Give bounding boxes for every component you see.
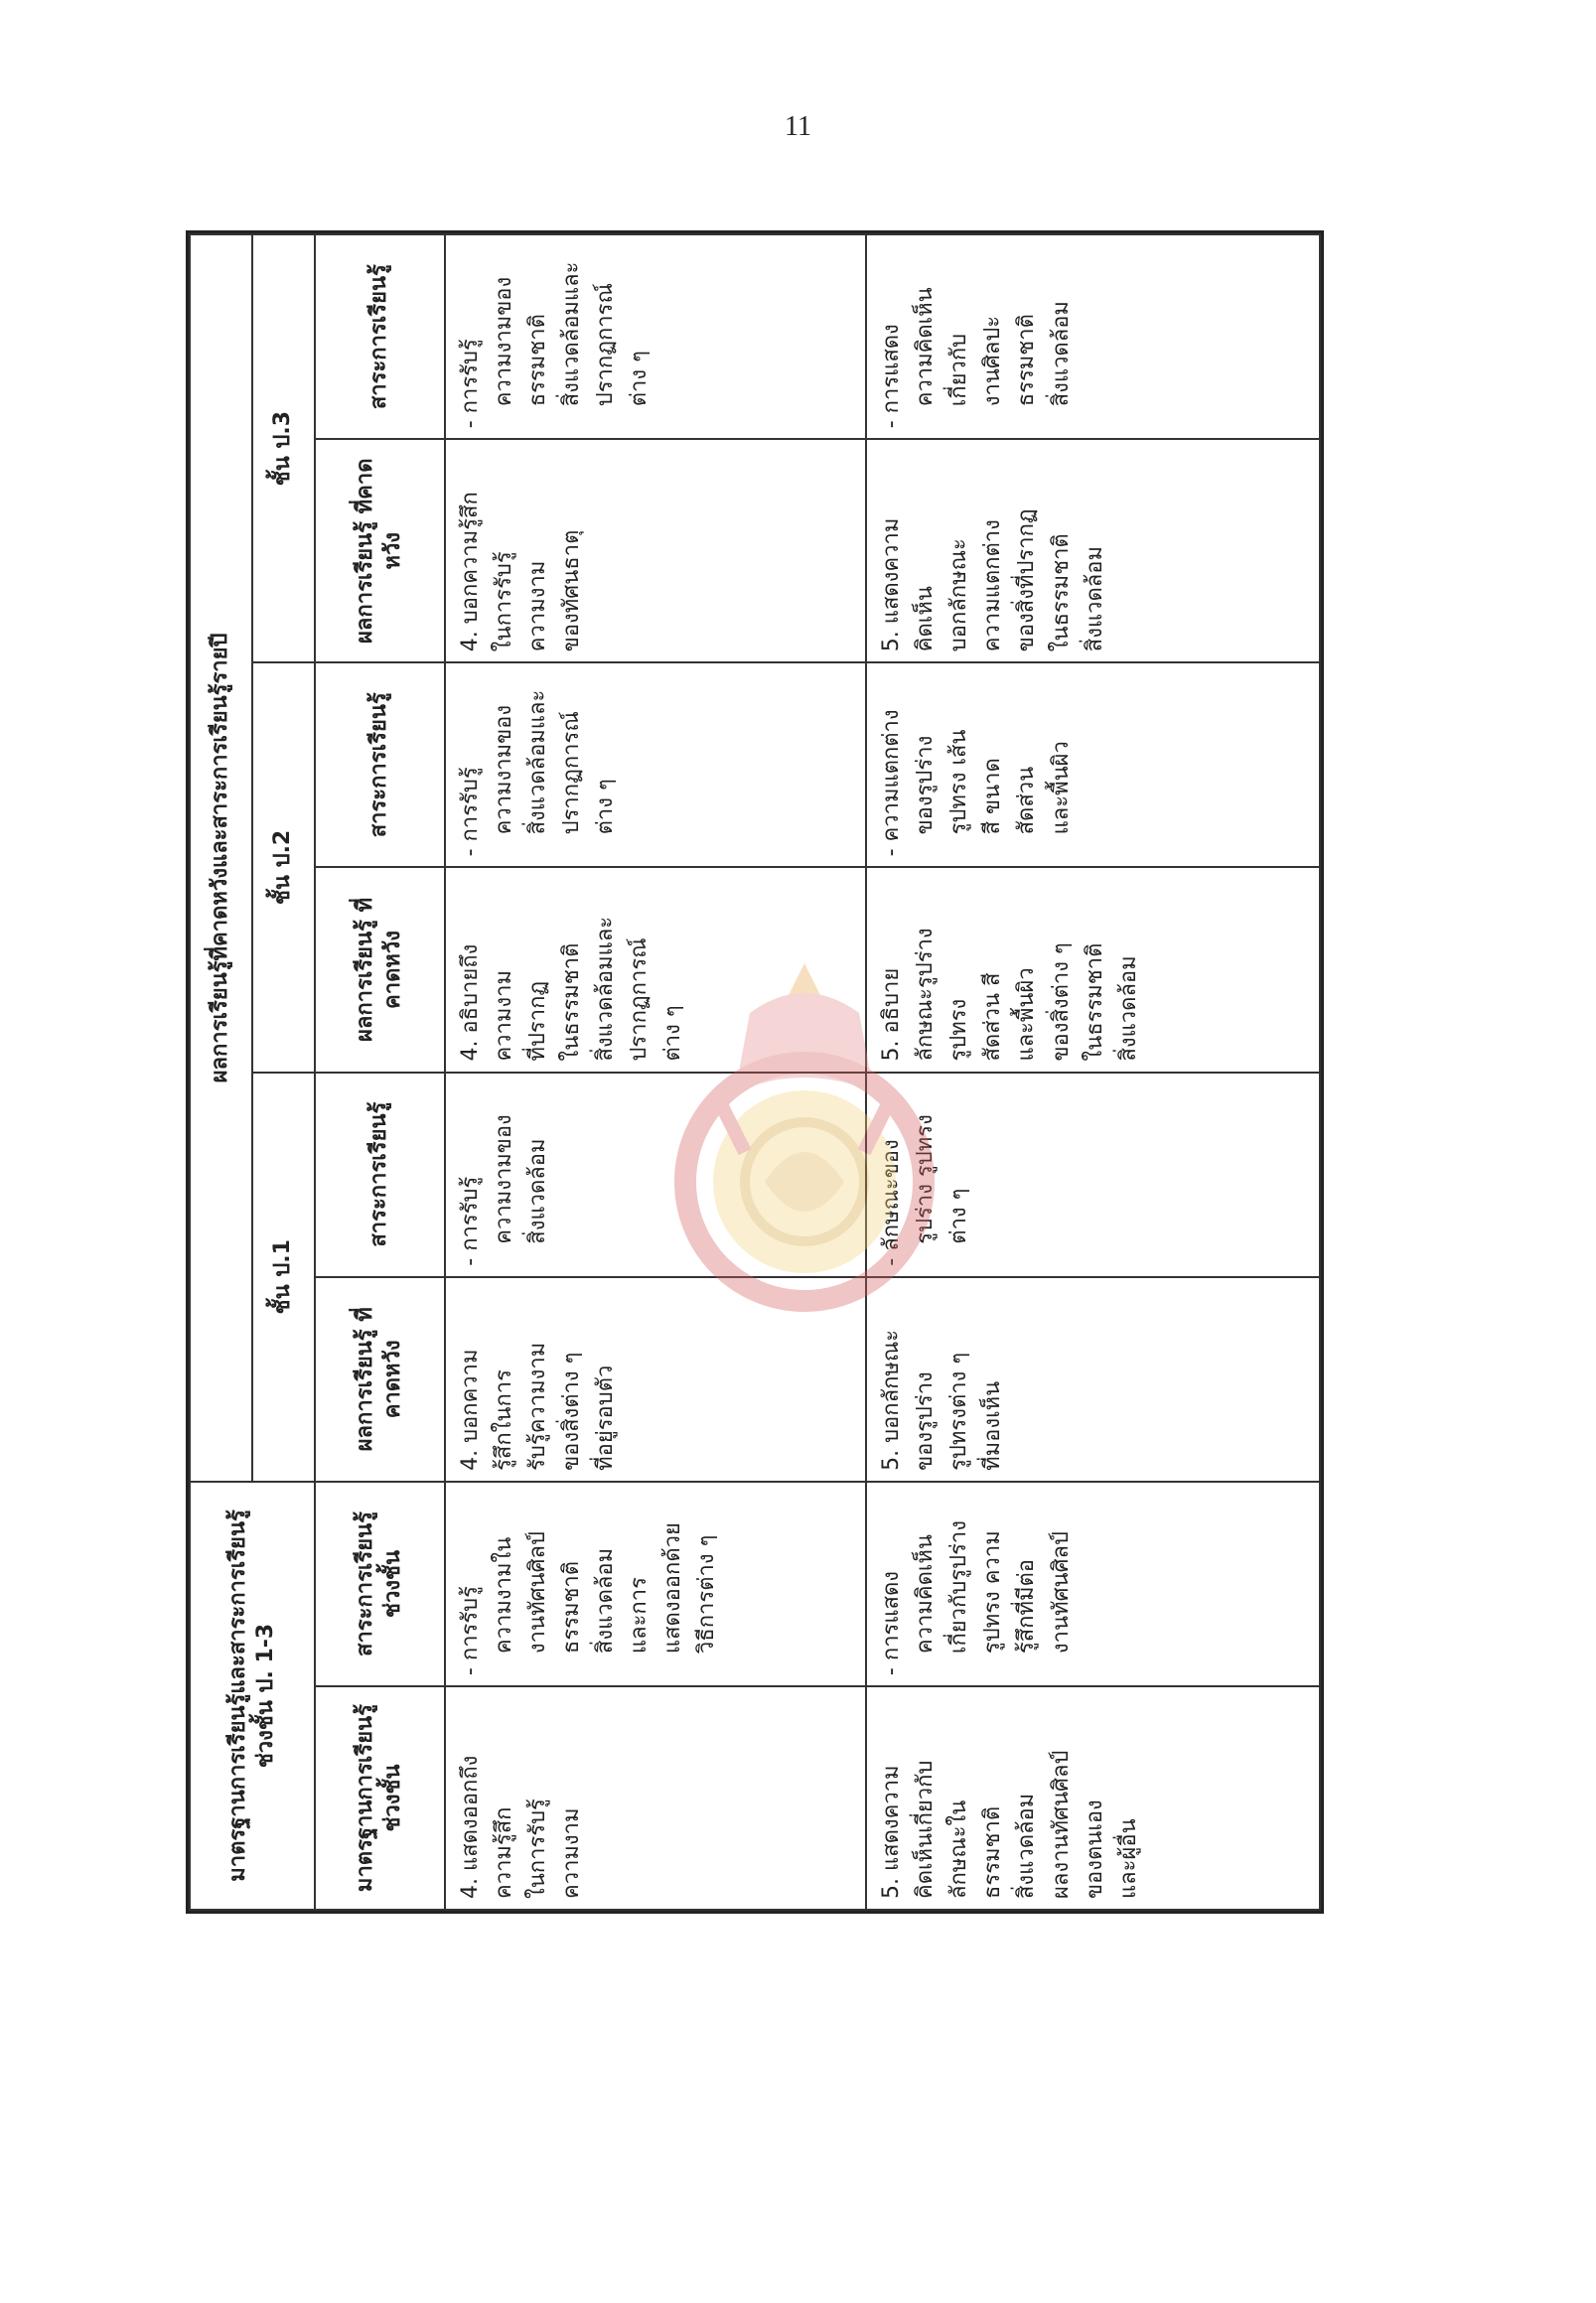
cell-text-line: ลักษณะรูปร่าง bbox=[913, 928, 939, 1062]
header-grade-p2: ชั้น ป.2 bbox=[252, 662, 315, 1072]
cell-text-line: และพื้นผิว bbox=[1014, 967, 1040, 1062]
cell-text-line: 5. บอกลักษณะ bbox=[879, 1329, 905, 1471]
cell-text-line: สิ่งแวดล้อม bbox=[524, 1138, 550, 1244]
cell-text-line: ธรรมชาติ bbox=[1014, 314, 1040, 407]
col-header-p3-expected: ผลการเรียนรู้ ที่คาดหวัง bbox=[315, 439, 445, 662]
cell-text-line: คิดเห็นเกี่ยวกับ bbox=[913, 1760, 939, 1899]
cell-content-range bbox=[445, 1482, 866, 1686]
cell-text-line: ในธรรมชาติ bbox=[1048, 533, 1074, 652]
cell-text-line: ธรรมชาติ bbox=[559, 1560, 585, 1655]
cell-p2-expected bbox=[866, 867, 1320, 1072]
cell-p2-expected bbox=[445, 867, 866, 1072]
cell-text-line: ความคิดเห็น bbox=[913, 1534, 939, 1655]
cell-p3-content bbox=[445, 234, 866, 439]
header-standard-group: มาตรฐานการเรียนรู้และสาระการเรียนรู้ ช่วงชั้น ป. 1-3 bbox=[190, 1482, 315, 1910]
cell-text-line: รับรู้ความงาม bbox=[524, 1342, 550, 1471]
cell-text-line: สิ่งแวดล้อมและ bbox=[524, 689, 550, 835]
cell-text-line: รู้สึกในการ bbox=[491, 1369, 516, 1471]
cell-text-line: รูปทรง ความ bbox=[980, 1530, 1006, 1655]
cell-text-line: ความคิดเห็น bbox=[913, 287, 939, 407]
col-header-p2-expected: ผลการเรียนรู้ ที่คาดหวัง bbox=[315, 867, 445, 1072]
cell-text-line: บอกลักษณะ bbox=[946, 538, 972, 652]
cell-text-line: ที่มองเห็น bbox=[980, 1380, 1006, 1471]
cell-text-line: แสดงออกด้วย bbox=[660, 1522, 686, 1655]
cell-text-line: 4. บอกความ bbox=[457, 1349, 483, 1471]
cell-text-line: - การรับรู้ bbox=[454, 245, 488, 428]
table-row bbox=[445, 234, 866, 1910]
col-header-content-range: สาระการเรียนรู้ ช่วงชั้น bbox=[315, 1482, 445, 1686]
cell-text-line: ของตนเอง bbox=[1082, 1799, 1107, 1899]
cell-text-line: 4. บอกความรู้สึก bbox=[457, 492, 483, 652]
cell-text-line: งานทัศนศิลป์ bbox=[524, 1531, 550, 1655]
cell-text-line: - การรับรู้ bbox=[454, 1493, 488, 1675]
cell-p1-expected bbox=[445, 1277, 866, 1482]
cell-p2-content bbox=[866, 662, 1320, 867]
cell-text-line: ธรรมชาติ bbox=[980, 1805, 1006, 1899]
cell-text-line: ที่ปรากฏ bbox=[524, 980, 550, 1062]
cell-p3-content bbox=[866, 234, 1320, 439]
cell-text-line: ธรรมชาติ bbox=[524, 314, 550, 407]
header-grade-p1: ชั้น ป.1 bbox=[252, 1073, 315, 1482]
cell-text-line: ในธรรมชาติ bbox=[1082, 942, 1107, 1062]
cell-p2-content bbox=[445, 662, 866, 867]
cell-text-line: 4. แสดงออกถึง bbox=[457, 1755, 483, 1899]
cell-text-line: - ความแตกต่าง bbox=[875, 673, 909, 856]
cell-text-line: สิ่งแวดล้อม bbox=[1082, 546, 1107, 652]
cell-text-line: ความงาม bbox=[524, 560, 550, 652]
cell-text-line: เกี่ยวกับรูปร่าง bbox=[946, 1520, 972, 1655]
cell-text-line: ต่าง ๆ bbox=[946, 1188, 972, 1244]
cell-text-line: ความงามใน bbox=[491, 1536, 516, 1655]
rotated-table-wrapper bbox=[186, 230, 1324, 1914]
cell-text-line: ของทัศนธาตุ bbox=[559, 529, 585, 652]
cell-text-line: ความงาม bbox=[559, 1807, 585, 1899]
table-row bbox=[866, 234, 1320, 1910]
cell-p1-content bbox=[866, 1073, 1320, 1277]
cell-standard bbox=[866, 1686, 1320, 1910]
cell-text-line: ปรากฏการณ์ bbox=[627, 937, 653, 1062]
cell-text-line: รูปทรง bbox=[946, 998, 972, 1062]
cell-text-line: 5. แสดงความ bbox=[879, 517, 905, 652]
cell-text-line: ความรู้สึก bbox=[491, 1806, 516, 1899]
cell-text-line: สิ่งแวดล้อมและ bbox=[593, 916, 619, 1062]
cell-text-line: - การรับรู้ bbox=[454, 673, 488, 856]
cell-text-line: ต่าง ๆ bbox=[593, 779, 619, 835]
cell-p3-expected bbox=[445, 439, 866, 662]
cell-p1-expected bbox=[866, 1277, 1320, 1482]
cell-text-line: ของสิ่งที่ปรากฏ bbox=[1014, 508, 1040, 652]
cell-text-line: ของสิ่งต่าง ๆ bbox=[559, 1352, 585, 1471]
cell-text-line: ลักษณะใน bbox=[946, 1799, 972, 1899]
cell-text-line: สัดส่วน สี bbox=[980, 972, 1006, 1062]
cell-text-line: คิดเห็น bbox=[913, 586, 939, 652]
cell-text-line: - การรับรู้ bbox=[454, 1083, 488, 1266]
cell-p3-expected bbox=[866, 439, 1320, 662]
col-header-p3-content: สาระการเรียนรู้ bbox=[315, 234, 445, 439]
cell-text-line: - ลักษณะของ bbox=[875, 1083, 909, 1266]
cell-text-line: รูปทรงต่าง ๆ bbox=[946, 1352, 972, 1471]
cell-text-line: รู้สึกที่มีต่อ bbox=[1014, 1558, 1040, 1655]
cell-text-line: สิ่งแวดล้อม bbox=[1048, 301, 1074, 407]
cell-text-line: งานทัศนศิลป์ bbox=[1048, 1531, 1074, 1655]
cell-text-line: ความแตกต่าง bbox=[980, 519, 1006, 652]
cell-text-line: และการ bbox=[627, 1577, 653, 1655]
cell-text-line: ความงามของ bbox=[491, 704, 516, 835]
cell-text-line: ความงาม bbox=[491, 970, 516, 1062]
cell-text-line: และผู้อื่น bbox=[1115, 1818, 1141, 1899]
col-header-standard: มาตรฐานการเรียนรู้ ช่วงชั้น bbox=[315, 1686, 445, 1910]
cell-text-line: - การแสดง bbox=[875, 245, 909, 428]
cell-text-line: สี ขนาด bbox=[980, 758, 1006, 835]
cell-text-line: สัดส่วน bbox=[1014, 766, 1040, 835]
cell-text-line: ของรูปร่าง bbox=[913, 735, 939, 835]
cell-text-line: รูปร่าง รูปทรง bbox=[913, 1114, 939, 1244]
header-expected-group: ผลการเรียนรู้ที่คาดหวังและสาระการเรียนรู้รายปี bbox=[190, 234, 252, 1482]
cell-text-line: ในธรรมชาติ bbox=[559, 942, 585, 1062]
curriculum-table bbox=[186, 230, 1324, 1914]
col-header-p1-content: สาระการเรียนรู้ bbox=[315, 1073, 445, 1277]
cell-content-range bbox=[866, 1482, 1320, 1686]
cell-text-line: ของรูปร่าง bbox=[913, 1371, 939, 1471]
cell-text-line: สิ่งแวดล้อมและ bbox=[559, 261, 585, 407]
cell-text-line: 5. แสดงความ bbox=[879, 1765, 905, 1899]
cell-text-line: ของสิ่งต่าง ๆ bbox=[1048, 942, 1074, 1062]
cell-text-line: ต่าง ๆ bbox=[660, 1005, 686, 1062]
cell-text-line: 4. อธิบายถึง bbox=[457, 943, 483, 1062]
cell-text-line: ในการรับรู้ bbox=[491, 551, 516, 652]
cell-text-line: ผลงานทัศนศิลป์ bbox=[1048, 1750, 1074, 1899]
cell-text-line: ความงามของ bbox=[491, 1114, 516, 1244]
page-number: 11 bbox=[785, 111, 811, 142]
cell-text-line: ปรากฏการณ์ bbox=[559, 711, 585, 835]
col-header-p1-expected: ผลการเรียนรู้ ที่คาดหวัง bbox=[315, 1277, 445, 1482]
cell-text-line: สิ่งแวดล้อม bbox=[1014, 1793, 1040, 1899]
cell-text-line: งานศิลปะ bbox=[980, 315, 1006, 407]
cell-text-line: และพื้นผิว bbox=[1048, 741, 1074, 835]
cell-text-line: เกี่ยวกับ bbox=[946, 333, 972, 407]
cell-text-line: ต่าง ๆ bbox=[627, 351, 653, 407]
cell-text-line: สิ่งแวดล้อม bbox=[593, 1547, 619, 1655]
cell-standard bbox=[445, 1686, 866, 1910]
header-grade-p3: ชั้น ป.3 bbox=[252, 234, 315, 662]
cell-text-line: 5. อธิบาย bbox=[879, 967, 905, 1062]
col-header-p2-content: สาระการเรียนรู้ bbox=[315, 662, 445, 867]
cell-text-line: ในการรับรู้ bbox=[524, 1799, 550, 1899]
cell-text-line: วิธีการต่าง ๆ bbox=[694, 1534, 720, 1655]
cell-text-line: ความงามของ bbox=[491, 276, 516, 407]
cell-text-line: - การแสดง bbox=[875, 1493, 909, 1675]
cell-text-line: ปรากฏการณ์ bbox=[593, 283, 619, 407]
cell-p1-content bbox=[445, 1073, 866, 1277]
cell-text-line: ที่อยู่รอบตัว bbox=[593, 1365, 619, 1471]
cell-text-line: รูปทรง เส้น bbox=[946, 729, 972, 835]
cell-text-line: สิ่งแวดล้อม bbox=[1115, 955, 1141, 1062]
